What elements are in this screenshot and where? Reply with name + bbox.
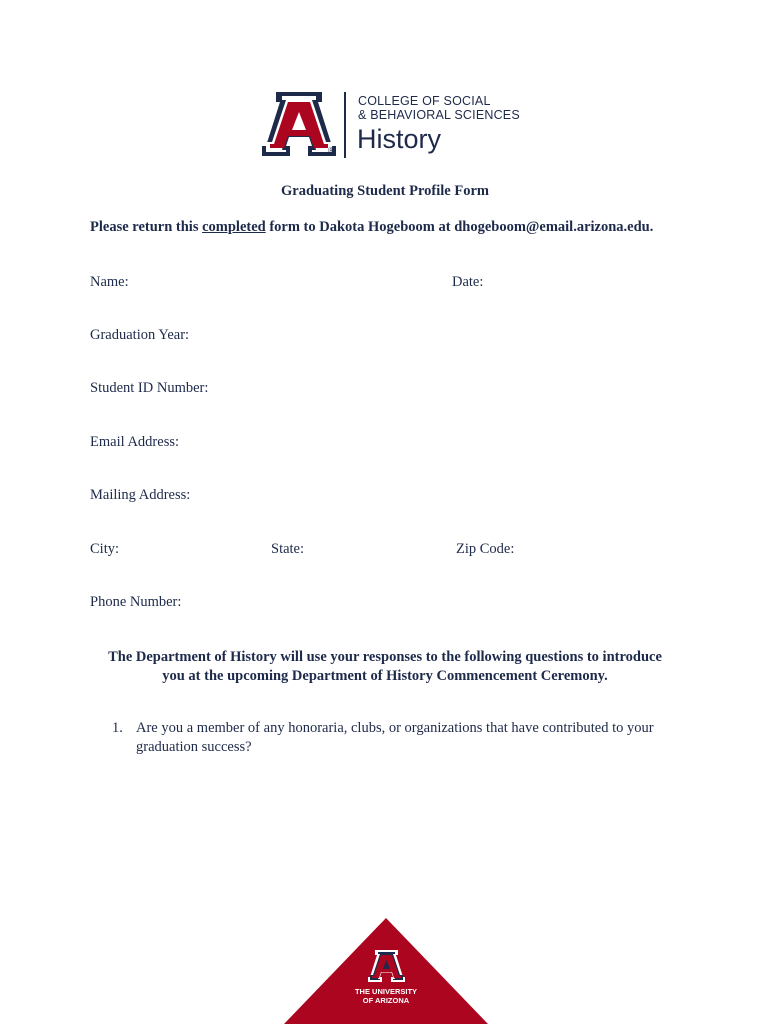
college-name [358, 94, 520, 122]
question-text-line1: Are you a member of any honoraria, clubs, or organizations that have contributed to your [136, 720, 654, 736]
form-title: Graduating Student Profile Form [281, 183, 489, 199]
college-name-line1: COLLEGE OF SOCIAL [358, 94, 491, 108]
ceremony-notice [80, 648, 690, 686]
arizona-a-logo-icon [262, 92, 336, 156]
mailing-address-field-label[interactable]: Mailing Address: [90, 487, 191, 503]
question-number: 1. [112, 720, 123, 736]
date-field-label[interactable]: Date: [452, 274, 484, 290]
instruction-underlined: completed [202, 219, 266, 235]
city-field-label[interactable]: City: [90, 541, 120, 557]
student-id-field-label[interactable]: Student ID Number: [90, 380, 209, 396]
email-field-label[interactable]: Email Address: [90, 434, 180, 450]
graduation-year-field-label[interactable]: Graduation Year: [90, 327, 190, 343]
return-instruction [90, 219, 653, 236]
footer-university-line2: OF ARIZONA [362, 996, 410, 1005]
notice-line-1: The Department of History will use your responses to the following questions to introduce [108, 649, 662, 665]
name-field-label[interactable]: Name: [90, 274, 129, 290]
registered-mark: ® [328, 146, 334, 155]
instruction-pre: Please return this [90, 219, 203, 235]
university-footer-badge [284, 918, 488, 1024]
college-name-line2: & BEHAVIORAL SCIENCES [358, 108, 520, 122]
question-text-line2: graduation success? [136, 739, 252, 755]
state-field-label[interactable]: State: [271, 541, 305, 557]
phone-field-label[interactable]: Phone Number: [90, 594, 182, 610]
logo-divider [344, 92, 346, 158]
department-name: History [357, 124, 442, 154]
question-text[interactable] [136, 719, 696, 757]
instruction-post: form to Dakota Hogeboom at dhogeboom@email.arizona.edu. [265, 219, 654, 235]
zip-field-label[interactable]: Zip Code: [456, 541, 515, 557]
notice-line-2: you at the upcoming Department of History Commencement Ceremony. [162, 668, 608, 684]
college-logo [262, 92, 522, 162]
footer-university-line1: THE UNIVERSITY [354, 987, 418, 996]
